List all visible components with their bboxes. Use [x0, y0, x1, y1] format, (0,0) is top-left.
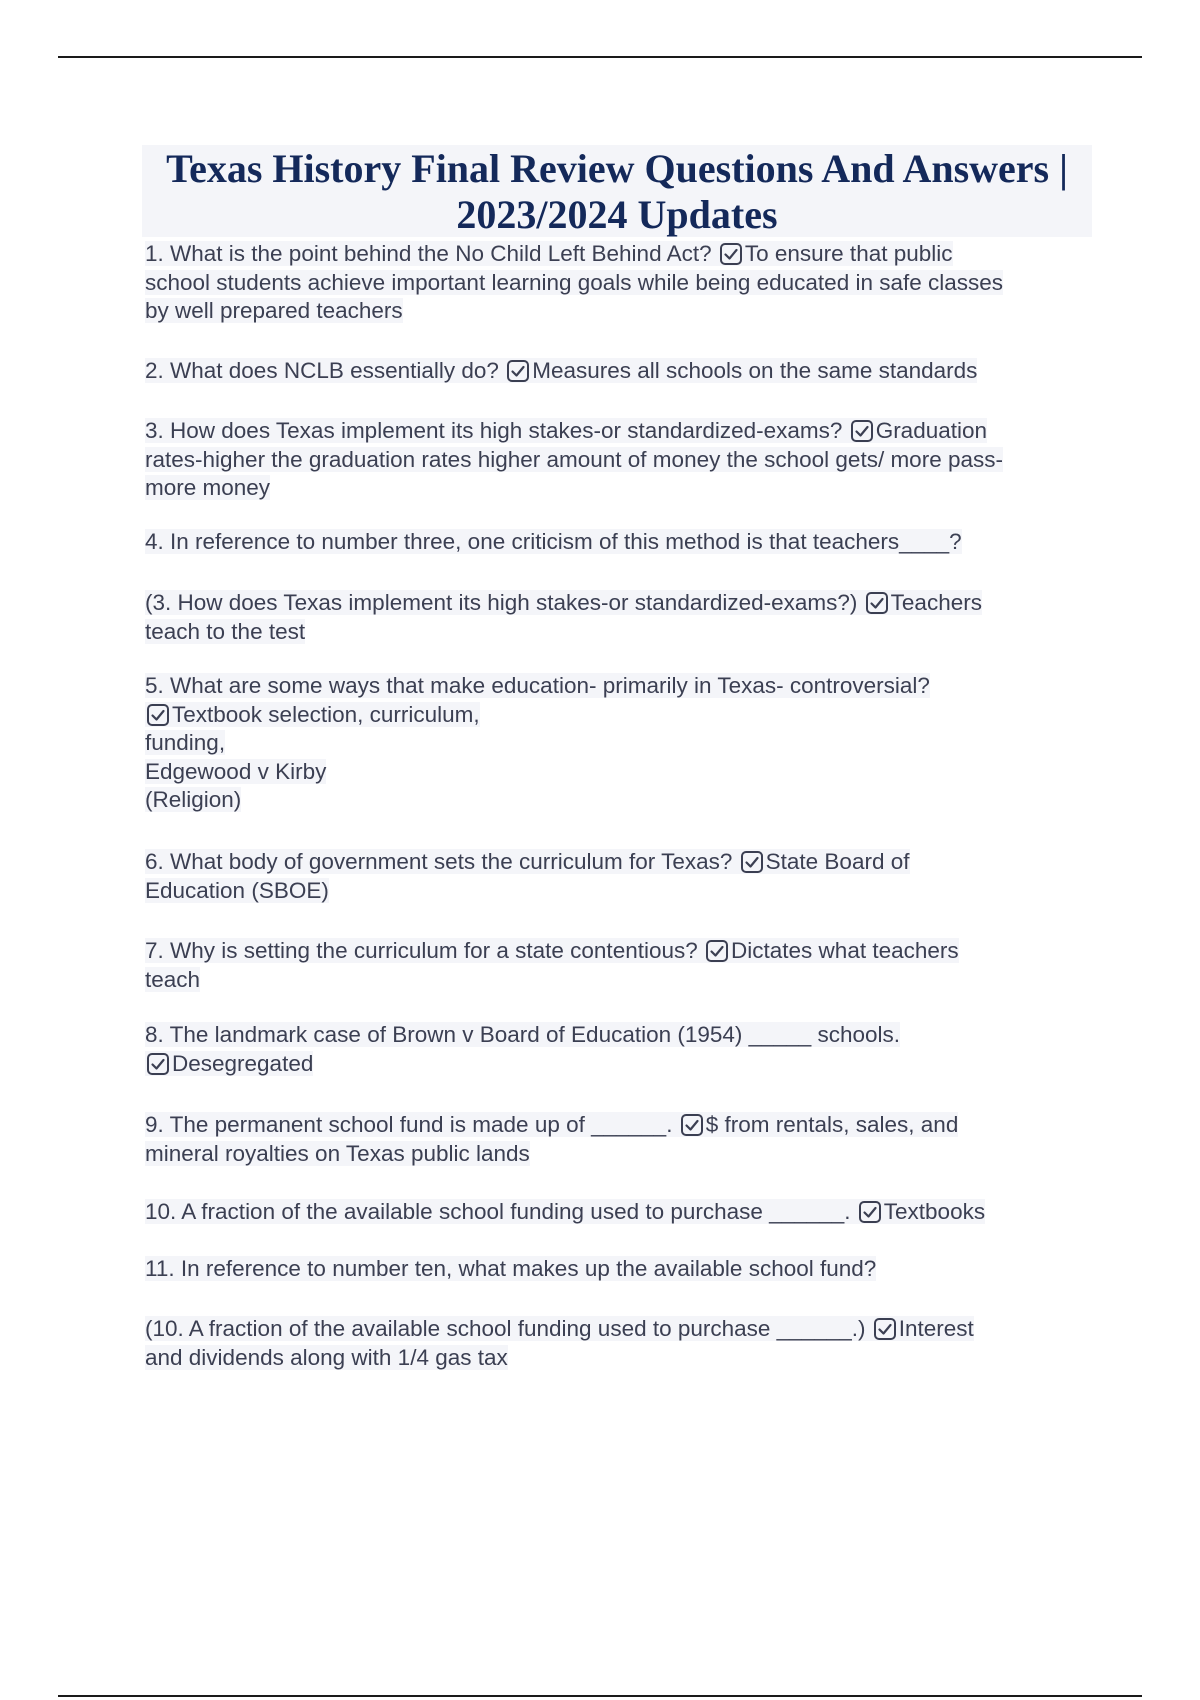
answer-text: more money — [145, 475, 271, 500]
question-text: 4. In reference to number three, one criticism of this method is that teachers____? — [145, 529, 962, 554]
checkbox-checked-icon — [740, 850, 764, 874]
page-title: Texas History Final Review Questions And Answers | 2023/2024 Updates — [166, 146, 1068, 237]
question-text: 2. What does NCLB essentially do? — [145, 358, 499, 383]
qa-item — [145, 528, 962, 557]
answer-text: Textbook selection, curriculum, — [172, 701, 480, 727]
question-text: 7. Why is setting the curriculum for a state contentious? — [145, 938, 698, 963]
question-text: 10. A fraction of the available school funding used to purchase ______. — [145, 1199, 851, 1224]
checkbox-checked-icon — [719, 242, 743, 266]
answer-text: mineral royalties on Texas public lands — [145, 1140, 530, 1166]
question-text: 3. How does Texas implement its high stakes-or standardized-exams? — [145, 418, 843, 443]
qa-item — [145, 937, 959, 994]
checkbox-checked-icon — [146, 703, 170, 727]
checkbox-checked-icon — [146, 1052, 170, 1076]
answer-text: Interest — [898, 1316, 974, 1341]
checkbox-checked-icon — [865, 591, 889, 615]
qa-item — [145, 357, 977, 386]
checkbox-checked-icon — [680, 1113, 704, 1137]
checkbox-checked-icon — [850, 419, 874, 443]
qa-item — [145, 1255, 876, 1284]
answer-text: rates-higher the graduation rates higher amount of money the school gets/ more pass- — [145, 446, 1003, 472]
answer-text: Graduation — [875, 418, 988, 443]
footer-rule — [58, 1695, 1142, 1697]
question-text: 5. What are some ways that make education- primarily in Texas- controversial? — [145, 673, 930, 698]
answer-text: Measures all schools on the same standards — [532, 358, 978, 383]
question-text: 11. In reference to number ten, what makes up the available school fund? — [145, 1256, 877, 1281]
qa-item — [145, 589, 982, 646]
answer-text: Dictates what teachers — [731, 938, 959, 963]
answer-text: $ from rentals, sales, and — [705, 1112, 959, 1137]
qa-item — [145, 417, 1003, 503]
answer-text: Textbooks — [883, 1199, 986, 1224]
answer-text: teach — [145, 966, 201, 992]
checkbox-checked-icon — [858, 1200, 882, 1224]
qa-item — [145, 848, 910, 905]
qa-item — [145, 1021, 900, 1078]
checkbox-checked-icon — [873, 1317, 897, 1341]
question-text: 8. The landmark case of Brown v Board of Education (1954) _____ schools. — [145, 1022, 901, 1047]
qa-item — [145, 240, 1003, 326]
answer-text: Education (SBOE) — [145, 877, 329, 903]
answer-text: Desegregated — [172, 1050, 314, 1076]
answer-text: Edgewood v Kirby — [145, 758, 327, 784]
answer-text: (Religion) — [145, 787, 242, 812]
checkbox-checked-icon — [705, 939, 729, 963]
qa-item — [145, 1315, 974, 1372]
answer-text: State Board of — [765, 849, 910, 874]
question-text: 6. What body of government sets the curriculum for Texas? — [145, 849, 733, 874]
answer-text: and dividends along with 1/4 gas tax — [145, 1344, 508, 1370]
answer-text: by well prepared teachers — [145, 298, 403, 323]
answer-text: To ensure that public — [744, 241, 953, 266]
answer-text: teach to the test — [145, 618, 306, 644]
header-rule — [58, 56, 1142, 58]
question-text: (10. A fraction of the available school funding used to purchase ______.) — [145, 1316, 866, 1341]
qa-item — [145, 672, 930, 815]
qa-item — [145, 1111, 958, 1168]
question-text: 9. The permanent school fund is made up of ______. — [145, 1112, 673, 1137]
answer-text: school students achieve important learning goals while being educated in safe classes — [145, 269, 1004, 295]
qa-item — [145, 1198, 985, 1227]
checkbox-checked-icon — [506, 359, 530, 383]
answer-text: Teachers — [890, 590, 982, 615]
question-text: (3. How does Texas implement its high stakes-or standardized-exams?) — [145, 590, 858, 615]
answer-text: funding, — [145, 730, 226, 755]
question-text: 1. What is the point behind the No Child Left Behind Act? — [145, 241, 712, 266]
